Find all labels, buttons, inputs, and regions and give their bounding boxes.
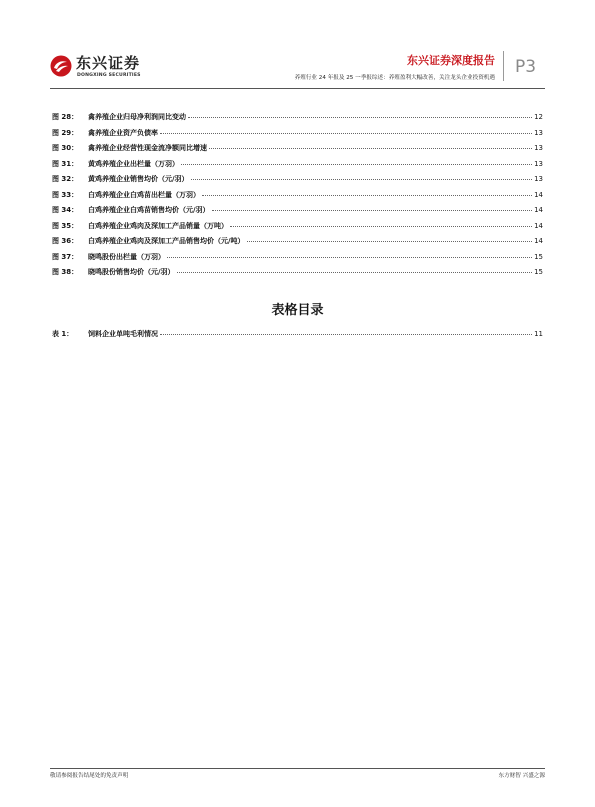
dot-leader bbox=[247, 241, 533, 242]
toc-entry-figure-37[interactable] bbox=[52, 250, 543, 266]
disclaimer-note: 敬请参阅报告结尾处的免责声明 bbox=[50, 773, 129, 779]
toc-entry-figure-29[interactable] bbox=[52, 126, 543, 142]
header-rule bbox=[50, 88, 545, 89]
report-type-title: 东兴证券深度报告 bbox=[407, 54, 495, 67]
toc-entry-figure-30[interactable] bbox=[52, 141, 543, 157]
toc-entry-figure-28[interactable] bbox=[52, 110, 543, 126]
toc-entry-title: 白鸡养殖企业白鸡苗销售均价（元/羽） bbox=[88, 206, 210, 214]
table-list bbox=[52, 327, 543, 343]
toc-entry-label: 图 29： bbox=[52, 128, 79, 137]
toc-entry-label: 图 31： bbox=[52, 159, 79, 168]
toc-entry-label: 图 35： bbox=[52, 221, 79, 230]
brand-name: 东兴证券 bbox=[76, 54, 141, 72]
toc-entry-table-1[interactable] bbox=[52, 327, 543, 343]
toc-entry-figure-38[interactable] bbox=[52, 265, 543, 281]
toc-entry-figure-34[interactable] bbox=[52, 203, 543, 219]
dot-leader bbox=[160, 334, 532, 335]
dot-leader bbox=[209, 148, 532, 149]
toc-entry-title: 饲料企业单吨毛利情况 bbox=[88, 330, 158, 338]
toc-entry-page: 15 bbox=[534, 252, 543, 261]
brand-name-english: DONGXING SECURITIES bbox=[77, 73, 141, 78]
toc-entry-title: 晓鸣股份出栏量（万羽） bbox=[88, 252, 165, 261]
toc-entry-title: 黄鸡养殖企业出栏量（万羽） bbox=[88, 159, 179, 168]
toc-entry-label: 图 33： bbox=[52, 190, 79, 199]
dot-leader bbox=[191, 179, 533, 180]
toc-entry-label: 图 28： bbox=[52, 113, 79, 121]
toc-entry-page: 13 bbox=[534, 159, 543, 168]
toc-entry-title: 白鸡养殖企业白鸡苗出栏量（万羽） bbox=[88, 190, 200, 199]
toc-entry-title: 禽养殖企业归母净利润同比变动 bbox=[88, 113, 186, 121]
toc-entry-page: 14 bbox=[534, 206, 543, 214]
toc-entry-page: 14 bbox=[534, 221, 543, 230]
dot-leader bbox=[188, 117, 532, 118]
dot-leader bbox=[167, 257, 532, 258]
toc-entry-page: 12 bbox=[534, 113, 543, 121]
report-subtitle: 养殖行业 24 年报及 25 一季报综述：养殖盈利大幅改善，关注龙头企业投资机遇 bbox=[294, 75, 495, 81]
toc-entry-label: 图 38： bbox=[52, 268, 79, 276]
figure-list bbox=[52, 110, 543, 281]
dot-leader bbox=[177, 272, 533, 273]
toc-entry-label: 图 32： bbox=[52, 175, 79, 183]
toc-entry-label: 表 1： bbox=[52, 330, 74, 338]
header-divider bbox=[503, 51, 504, 81]
dot-leader bbox=[181, 164, 532, 165]
toc-entry-page: 11 bbox=[534, 330, 543, 338]
toc-entry-page: 14 bbox=[534, 190, 543, 199]
toc-entry-page: 13 bbox=[534, 144, 543, 152]
toc-entry-figure-33[interactable] bbox=[52, 188, 543, 204]
toc-entry-title: 禽养殖企业经营性现金流净额同比增速 bbox=[88, 144, 207, 152]
page-number: P3 bbox=[515, 57, 537, 77]
footer-rule bbox=[50, 768, 545, 769]
dot-leader bbox=[160, 133, 532, 134]
toc-entry-page: 15 bbox=[534, 268, 543, 276]
toc-entry-page: 13 bbox=[534, 175, 543, 183]
dot-leader bbox=[230, 226, 532, 227]
dot-leader bbox=[202, 195, 532, 196]
table-list-heading: 表格目录 bbox=[271, 303, 324, 318]
toc-entry-page: 14 bbox=[534, 237, 543, 245]
toc-entry-figure-32[interactable] bbox=[52, 172, 543, 188]
toc-entry-title: 黄鸡养殖企业销售均价（元/羽） bbox=[88, 175, 189, 183]
toc-entry-title: 晓鸣股份销售均价（元/羽） bbox=[88, 268, 175, 276]
toc-entry-label: 图 30： bbox=[52, 144, 79, 152]
toc-entry-figure-31[interactable] bbox=[52, 157, 543, 173]
dongxing-logo-icon bbox=[50, 55, 72, 77]
toc-entry-figure-36[interactable] bbox=[52, 234, 543, 250]
toc-entry-page: 13 bbox=[534, 128, 543, 137]
toc-entry-title: 禽养殖企业资产负债率 bbox=[88, 128, 158, 137]
toc-entry-title: 白鸡养殖企业鸡肉及深加工产品销量（万吨） bbox=[88, 221, 228, 230]
toc-entry-figure-35[interactable] bbox=[52, 219, 543, 235]
toc-entry-label: 图 37： bbox=[52, 252, 79, 261]
footer-slogan: 东方财智 兴盛之源 bbox=[498, 773, 545, 779]
toc-entry-title: 白鸡养殖企业鸡肉及深加工产品销售均价（元/吨） bbox=[88, 237, 245, 245]
dot-leader bbox=[212, 210, 533, 211]
toc-entry-label: 图 34： bbox=[52, 206, 79, 214]
toc-entry-label: 图 36： bbox=[52, 237, 79, 245]
